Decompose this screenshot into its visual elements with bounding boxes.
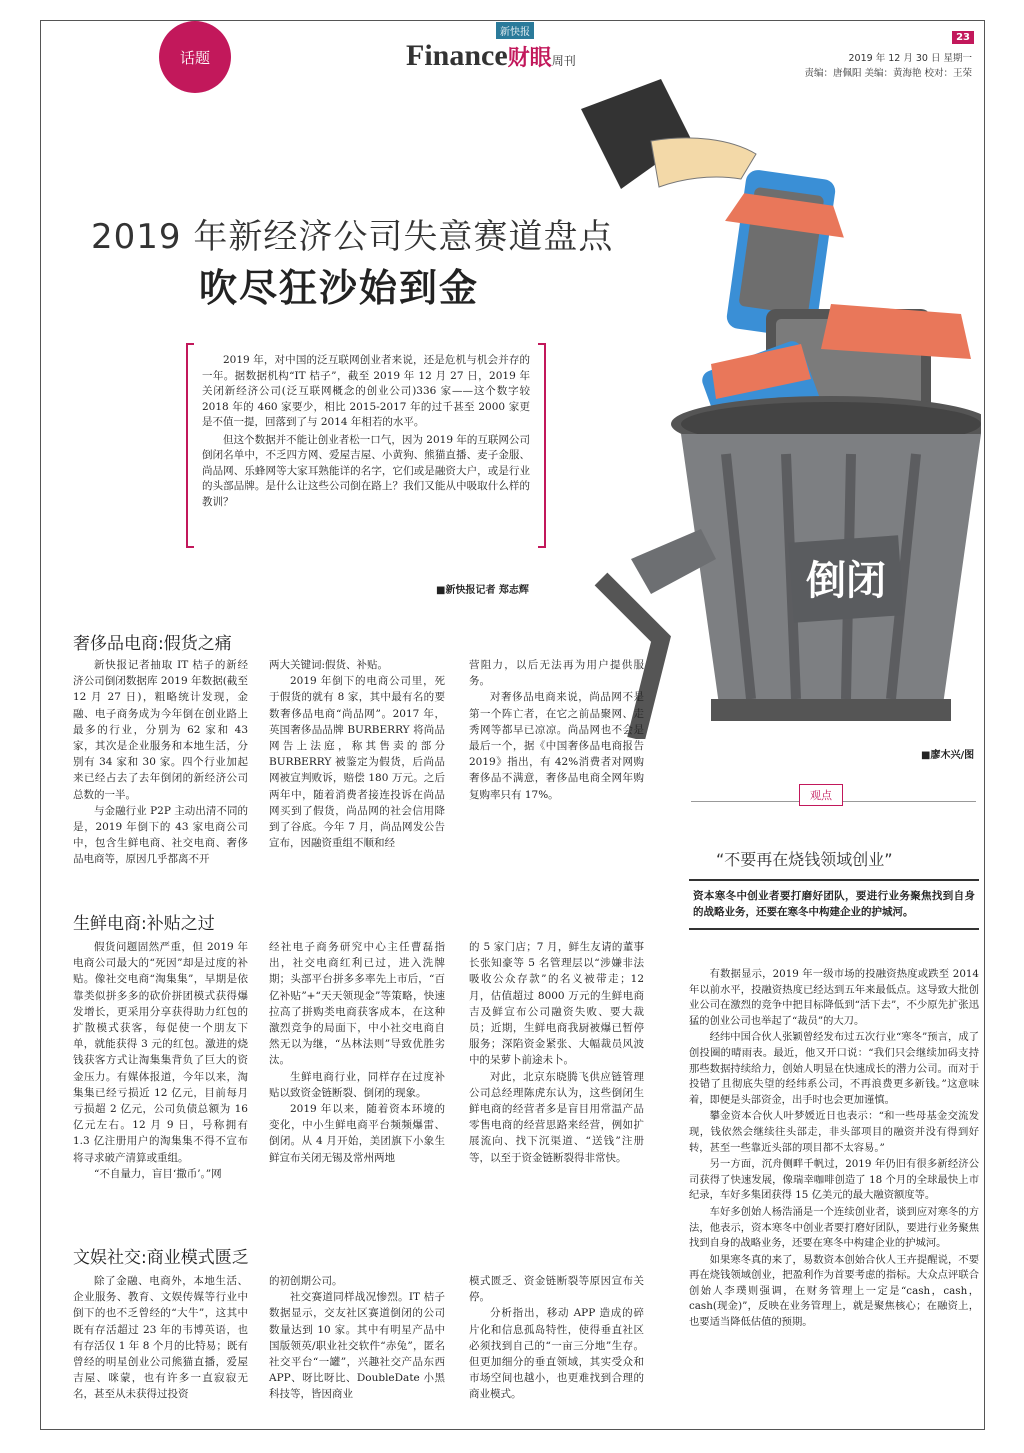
- section-heading-fresh: 生鲜电商:补贴之过: [73, 914, 215, 934]
- can-base: [711, 699, 951, 721]
- paragraph: 对奢侈品电商来说，尚品网不是第一个阵亡者，在它之前品聚网、走秀网等都早已凉凉。尚品网也不会是最后一个，据《中国奢侈品电商报告 2019》指出，有 42%消费者对网购奢侈品不满意，奢侈品电商全网年购复购率只有 17%。: [469, 691, 644, 801]
- section-heading-ent: 文娱社交:商业模式匮乏: [73, 1248, 249, 1268]
- paragraph: “不自量力，盲目‘撒币’。”网: [94, 1167, 222, 1180]
- section-fresh-col1: [73, 939, 248, 1182]
- page-number: 23: [952, 31, 974, 44]
- brand-zh: 财眼: [507, 46, 552, 71]
- paragraph: 模式匮乏、资金链断裂等原因宣布关停。: [469, 1275, 644, 1304]
- subheadline: 吹尽狂沙始到金: [199, 266, 480, 310]
- can-label: 倒闭: [806, 558, 886, 604]
- topic-badge: 话题: [159, 21, 231, 93]
- paragraph: 与金融行业 P2P 主动出清不同的是，2019 年倒下的 43 家电商公司中，包含生鲜电商、社交电商、奢侈品电商等，原因几乎都离不开: [73, 804, 248, 866]
- paragraph: 的初创期公司。: [269, 1275, 343, 1287]
- section-luxury-col2: [269, 657, 445, 851]
- section-fresh-col3: [469, 939, 644, 1166]
- lead-box: [186, 343, 546, 548]
- opinion-label: 观点: [799, 784, 843, 806]
- paragraph: 车好多创始人杨浩涌是一个连续创业者，谈到应对寒冬的方法，他表示，资本寒冬中创业者要打磨好团队，要进行业务聚焦找到自身的战略业务，还要在寒冬中构建企业的护城河。: [689, 1205, 979, 1250]
- paragraph: 的 5 家门店；7 月，鲜生友请的董事长张知豪等 5 名管理层以“涉嫌非法吸收公众存款”的名义被带走；12 月，估值超过 8000 万元的生鲜电商吉及鲜宣布公司融资失败、要大裁员；近期，生鲜电商我厨被爆已暂停服务；深陷资金紧张、大幅裁员风波中的呆萝卜前途未卜。: [469, 941, 644, 1067]
- paragraph: 对此，北京东晓腾飞供应链管理公司总经理陈虎东认为，这些倒闭生鲜电商的经营者多是盲目用常温产品零售电商的经营思路来经营，例如扩展流向、找下沉渠道、“送钱”注册等，以至于资金链断裂得非常快。: [469, 1070, 644, 1164]
- paragraph: 新快报记者抽取 IT 桔子的新经济公司倒闭数据库 2019 年数据(截至 12 月 27 日)，粗略统计发现，金融、电子商务成为今年倒在创业路上最多的行业，分别为 62 家和 43 家，其次是企业服务和本地生活，分别有 34 家和 30 家。四个行业加起来已经占去了去年倒闭的新经济公司总数的一半。: [73, 659, 248, 801]
- paragraph: 2019 年以来，随着资本环境的变化，中小生鲜电商平台频频爆雷、倒闭。从 4 月开始，美团旗下小象生鲜宣布关闭无锡及常州两地: [269, 1103, 445, 1164]
- paragraph: 经纬中国合伙人张颖曾经发布过五次行业“寒冬”预言，成了创投圈的晴雨表。最近，他又开口说：“我们只会继续加码支持那些数据持续给力，创始人明显在快速成长的潜力公司。而对于投错了且彻底失望的经纬系公司，不再浪费更多新钱。”这意味着，即便是头部资金，出手时也会更加谨慎。: [689, 1031, 979, 1106]
- paragraph: 社交赛道同样战况惨烈。IT 桔子数据显示，交友社区赛道倒闭的公司数量达到 10 家。其中有明星产品中国版领英/职业社交软件“赤兔”，匿名社交平台“一罐”，兴趣社交产品东西 APP、呀比呀比、DoubleDate 小黑科技等，皆因商业: [269, 1291, 445, 1401]
- brand-suffix: 周刊: [551, 54, 576, 68]
- paragraph: 生鲜电商行业，同样存在过度补贴以致资金链断裂、倒闭的现象。: [269, 1070, 445, 1099]
- section-ent-col1: [73, 1273, 248, 1403]
- byline: ■新快报记者 郑志辉: [436, 585, 529, 596]
- paragraph: 两大关键词:假货、补贴。: [269, 659, 389, 671]
- trash-can-illustration: [541, 79, 981, 739]
- opinion-lead: 资本寒冬中创业者要打磨好团队，要进行业务聚焦找到自身的战略业务，还要在寒冬中构建企业的护城河。: [689, 879, 979, 930]
- illustration-credit: ■廖木兴/图: [921, 750, 975, 761]
- lead-paragraph: 但这个数据并不能让创业者松一口气，因为 2019 年的互联网公司倒闭名单中，不乏四方网、爱屋吉屋、小黄狗、熊猫直播、麦子金服、尚品网、乐蜂网等大家耳熟能详的名字，它们或是融资大户，或是行业的头部品牌。是什么让这些公司倒在路上？我们又能从中吸取什么样的教训？: [202, 433, 530, 508]
- paragraph: 除了金融、电商外，本地生活、企业服务、教育、文娱传媒等行业中倒下的也不乏曾经的“大牛”，这其中既有存活超过 23 年的韦博英语，也有存活仅 1 年 8 个月的比特易；既有曾经的明星创业公司熊猫直播，爱屋吉屋、咪蒙，也有许多一直寂寂无名，甚至从未获得过投资: [73, 1275, 248, 1401]
- newspaper-page: [40, 20, 985, 1430]
- opinion-title: “不要再在烧钱领域创业”: [716, 850, 893, 869]
- headline: 2019 年新经济公司失意赛道盘点: [91, 217, 614, 257]
- section-heading-luxury: 奢侈品电商:假货之痛: [73, 634, 232, 654]
- paragraph: 如果寒冬真的来了，易数资本创始合伙人王卉提醒说，不要再在烧钱领域创业，把盈利作为首要考虑的指标。大众点评联合创始人李璞则强调，在财务管理上一定是“cash，cash，cash(现金)”，反映在业务管理上，就是聚焦核心；在融资上，也要适当降低估值的预期。: [689, 1253, 979, 1329]
- section-brand: [406, 39, 576, 73]
- opinion-body: [689, 967, 979, 1332]
- section-ent-col3: [469, 1273, 644, 1403]
- paragraph: 另一方面，沉舟侧畔千帆过，2019 年仍旧有很多新经济公司获得了快速发展，像瑞幸咖啡创造了 18 个月的全球最快上市纪录，车好多集团获得 15 亿美元的最大融资额度等。: [689, 1158, 979, 1202]
- lead-paragraph: 2019 年，对中国的泛互联网创业者来说，还是危机与机会并存的一年。据数据机构“IT 桔子”，截至 2019 年 12 月 27 日，2019 年关闭新经济公司(泛互联网概念的创业公司)336 家——这个数字较 2018 年的 460 家要少，相比 2015-2017 年的过千甚至 2000 家更是不值一提，回落到了与 2014 年相若的水平。: [202, 354, 530, 428]
- section-luxury-col1: [73, 657, 248, 868]
- dateline: 2019 年 12 月 30 日 星期一: [848, 53, 972, 64]
- paper-tag: 新快报: [496, 22, 534, 39]
- editors-line: 责编：唐佩阳 美编：黄海艳 校对：王荣: [804, 68, 972, 79]
- section-ent-col2: [269, 1273, 445, 1403]
- paragraph: 分析指出，移动 APP 造成的碎片化和信息孤岛特性，使得垂直社区必须找到自己的“一亩三分地”生存。但更加细分的垂直领域，其实受众和市场空间也越小，也更难找到合理的商业模式。: [469, 1307, 644, 1401]
- paragraph: 2019 年倒下的电商公司里，死于假货的就有 8 家，其中最有名的要数奢侈品电商“尚品网”。2017 年，英国奢侈品品牌 BURBERRY 将尚品网告上法庭，称其售卖的部分 BURBERRY 被鉴定为假货，后尚品网被宣判败诉，赔偿 180 万元。之后两年中，随着消费者接连投诉在尚品网买到了假货，尚品网的社会信用降到了谷底。今年 7 月，尚品网发公告宣布，因融资重组不顺和经: [269, 675, 445, 850]
- brand-en: Finance: [406, 39, 508, 72]
- section-luxury-col3: [469, 657, 644, 803]
- paragraph: 营阻力，以后无法再为用户提供服务。: [469, 659, 644, 688]
- paragraph: 攀金资本合伙人叶梦媛近日也表示：“和一些母基金交流发现，钱依然会继续往头部走，非头部项目的融资并没有得到好转，甚至一些靠近头部的项目都不太容易。”: [689, 1110, 979, 1154]
- paragraph: 经社电子商务研究中心主任曹磊指出，社交电商红利已过，进入洗牌期；头部平台拼多多率先上市后，“百亿补贴”+“天天领现金”等策略，快速拉高了拼购类电商获客成本，在这种激烈竞争的局面下，中小社交电商自然无以为继，“丛林法则”导致优胜劣汰。: [269, 941, 445, 1067]
- hand: [651, 138, 756, 187]
- section-fresh-col2: [269, 939, 445, 1166]
- paragraph: 假货问题固然严重，但 2019 年电商公司最大的“死因”却是过度的补贴。像社交电商“淘集集”，早期是依靠类似拼多多的砍价拼团模式获得爆发增长，更采用分享获得助力红包的扩散模式获客，每促使一个朋友下单，就能获得 3 元的红包。激进的烧钱获客方式让淘集集背负了巨大的资金压力。有媒体报道，今年以来，淘集集已经亏损近 12 亿元，目前每月亏损超 2 亿元，公司负债总额为 16 亿元左右。12 月 9 日，号称拥有 1.3 亿注册用户的淘集集不得不宣布将寻求破产清算或重组。: [73, 941, 248, 1164]
- paragraph: 有数据显示，2019 年一级市场的投融资热度或跌至 2014 年以前水平，投融资热度已经达到五年来最低点。这导致大批创业公司在激烈的竞争中把目标降低到“活下去”，不少原先扩张迅猛的创业公司也举起了“裁员”的大刀。: [689, 968, 979, 1027]
